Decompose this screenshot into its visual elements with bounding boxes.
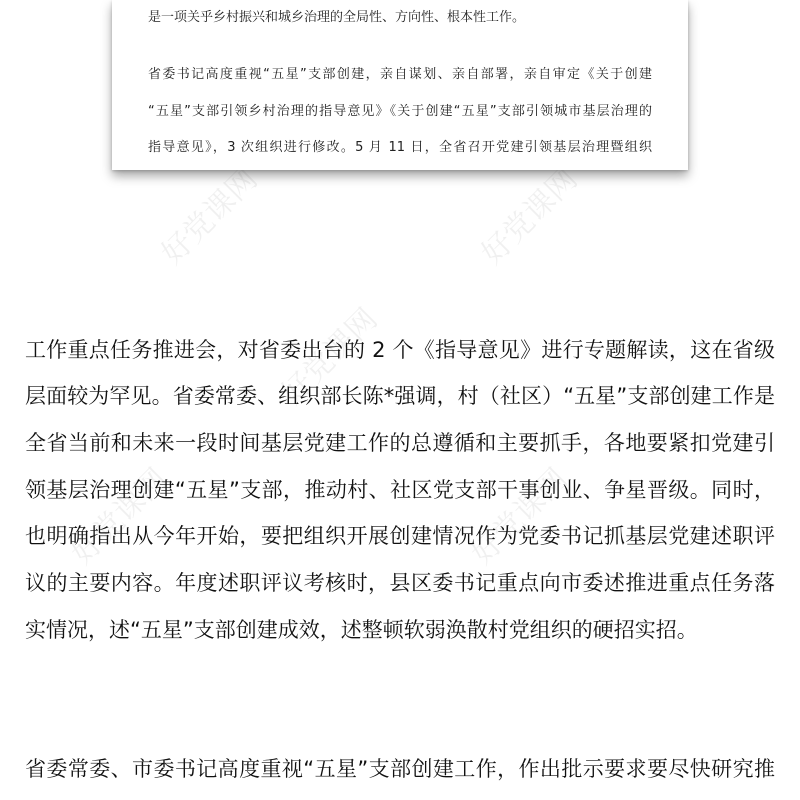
card-line: 是一项关乎乡村振兴和城乡治理的全局性、方向性、根本性工作。 [148,10,526,25]
text-line: 层面较为罕见。省委常委、组织部长陈*强调，村（社区）“五星”支部创建工作是 [25,384,775,408]
text-line: 全省当前和未来一段时间基层党建工作的总遵循和主要抓手，各地要紧扣党建引 [25,431,775,455]
watermark: 好党课网 [464,461,575,572]
text-line: 议的主要内容。年度述职评议考核时，县区委书记重点向市委述推进重点任务落 [25,571,775,595]
card-line: “五星”支部引领乡村治理的指导意见》《关于创建“五星”支部引领城市基层治理的 [148,104,652,119]
text-line: 省委常委、市委书记高度重视“五星”支部创建工作，作出批示要求要尽快研究推 [25,757,775,781]
watermark: 好党课网 [274,301,385,412]
text-line: 也明确指出从今年开始，要把组织开展创建情况作为党委书记抓基层党建述职评 [25,524,775,548]
watermark: 好党课网 [154,161,265,272]
card-line: 省委书记高度重视“五星”支部创建，亲自谋划、亲自部署，亲自审定《关于创建 [148,67,652,82]
watermark: 好党课网 [64,461,175,572]
text-line: 领基层治理创建“五星”支部，推动村、社区党支部干事创业、争星晋级。同时， [25,478,775,502]
text-line: 工作重点任务推进会，对省委出台的 2 个《指导意见》进行专题解读，这在省级 [25,338,775,362]
card-line: 指导意见》，3 次组织进行修改。5 月 11 日，全省召开党建引领基层治理暨组织 [148,140,652,155]
document-excerpt-card [112,0,688,170]
watermark: 好党课网 [474,161,585,272]
text-line: 实情况，述“五星”支部创建成效，述整顿软弱涣散村党组织的硬招实招。 [25,618,698,642]
